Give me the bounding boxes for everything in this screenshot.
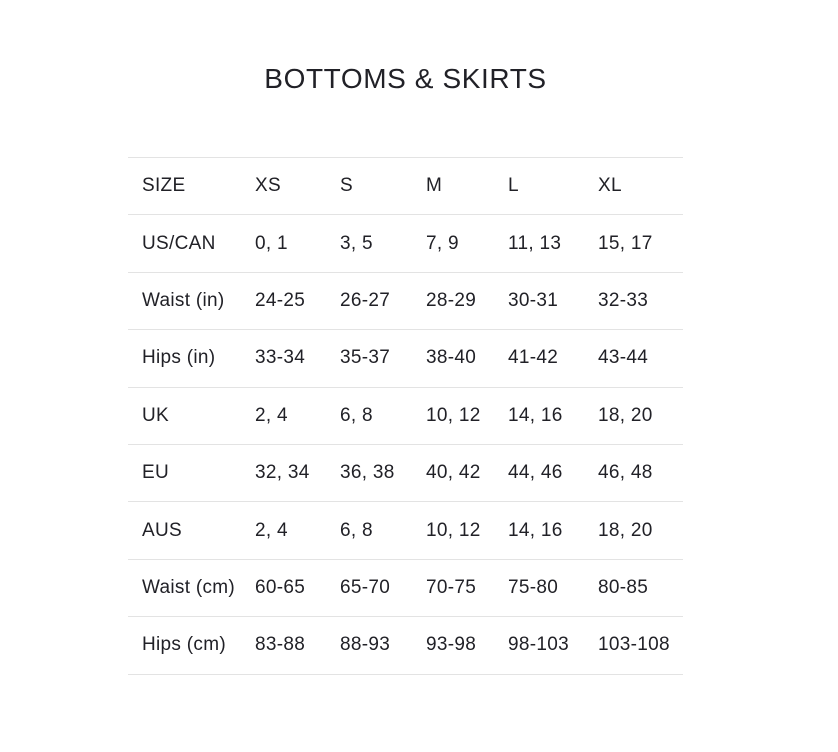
size-value: 3, 5 (340, 215, 426, 272)
size-value: 44, 46 (508, 444, 598, 501)
header-row (128, 158, 683, 215)
size-value: 11, 13 (508, 215, 598, 272)
size-row-waist-cm (128, 559, 683, 616)
size-value: 15, 17 (598, 215, 683, 272)
column-header-xl: XL (598, 158, 683, 215)
size-value: 36, 38 (340, 444, 426, 501)
size-value: 93-98 (426, 617, 508, 674)
row-label: Hips (cm) (128, 617, 255, 674)
size-guide-section (128, 0, 683, 675)
size-value: 70-75 (426, 559, 508, 616)
column-header-size: SIZE (128, 158, 255, 215)
size-value: 32-33 (598, 272, 683, 329)
size-value: 28-29 (426, 272, 508, 329)
size-row-hips-in (128, 330, 683, 387)
table-body (128, 215, 683, 674)
size-row-eu (128, 444, 683, 501)
column-header-l: L (508, 158, 598, 215)
row-label: AUS (128, 502, 255, 559)
size-row-us-can (128, 215, 683, 272)
size-value: 41-42 (508, 330, 598, 387)
size-row-uk (128, 387, 683, 444)
size-row-waist-in (128, 272, 683, 329)
size-value: 24-25 (255, 272, 340, 329)
size-value: 10, 12 (426, 502, 508, 559)
size-value: 60-65 (255, 559, 340, 616)
size-value: 6, 8 (340, 387, 426, 444)
size-value: 30-31 (508, 272, 598, 329)
size-row-aus (128, 502, 683, 559)
column-header-xs: XS (255, 158, 340, 215)
row-label: UK (128, 387, 255, 444)
size-value: 35-37 (340, 330, 426, 387)
size-value: 40, 42 (426, 444, 508, 501)
size-value: 65-70 (340, 559, 426, 616)
size-chart-table (128, 157, 683, 675)
size-value: 46, 48 (598, 444, 683, 501)
size-chart-header (128, 158, 683, 215)
size-value: 2, 4 (255, 502, 340, 559)
size-value: 98-103 (508, 617, 598, 674)
row-label: Waist (cm) (128, 559, 255, 616)
size-value: 2, 4 (255, 387, 340, 444)
column-header-m: M (426, 158, 508, 215)
size-value: 7, 9 (426, 215, 508, 272)
size-value: 38-40 (426, 330, 508, 387)
size-value: 26-27 (340, 272, 426, 329)
size-value: 14, 16 (508, 387, 598, 444)
page-title: BOTTOMS & SKIRTS (264, 63, 547, 94)
row-label: US/CAN (128, 215, 255, 272)
size-value: 43-44 (598, 330, 683, 387)
size-row-hips-cm (128, 617, 683, 674)
size-value: 75-80 (508, 559, 598, 616)
size-value: 80-85 (598, 559, 683, 616)
size-value: 10, 12 (426, 387, 508, 444)
size-value: 0, 1 (255, 215, 340, 272)
size-value: 14, 16 (508, 502, 598, 559)
row-label: Waist (in) (128, 272, 255, 329)
size-value: 6, 8 (340, 502, 426, 559)
size-value: 18, 20 (598, 387, 683, 444)
row-label: Hips (in) (128, 330, 255, 387)
size-value: 88-93 (340, 617, 426, 674)
size-value: 83-88 (255, 617, 340, 674)
size-value: 33-34 (255, 330, 340, 387)
column-header-s: S (340, 158, 426, 215)
size-value: 103-108 (598, 617, 683, 674)
row-label: EU (128, 444, 255, 501)
size-value: 32, 34 (255, 444, 340, 501)
size-value: 18, 20 (598, 502, 683, 559)
